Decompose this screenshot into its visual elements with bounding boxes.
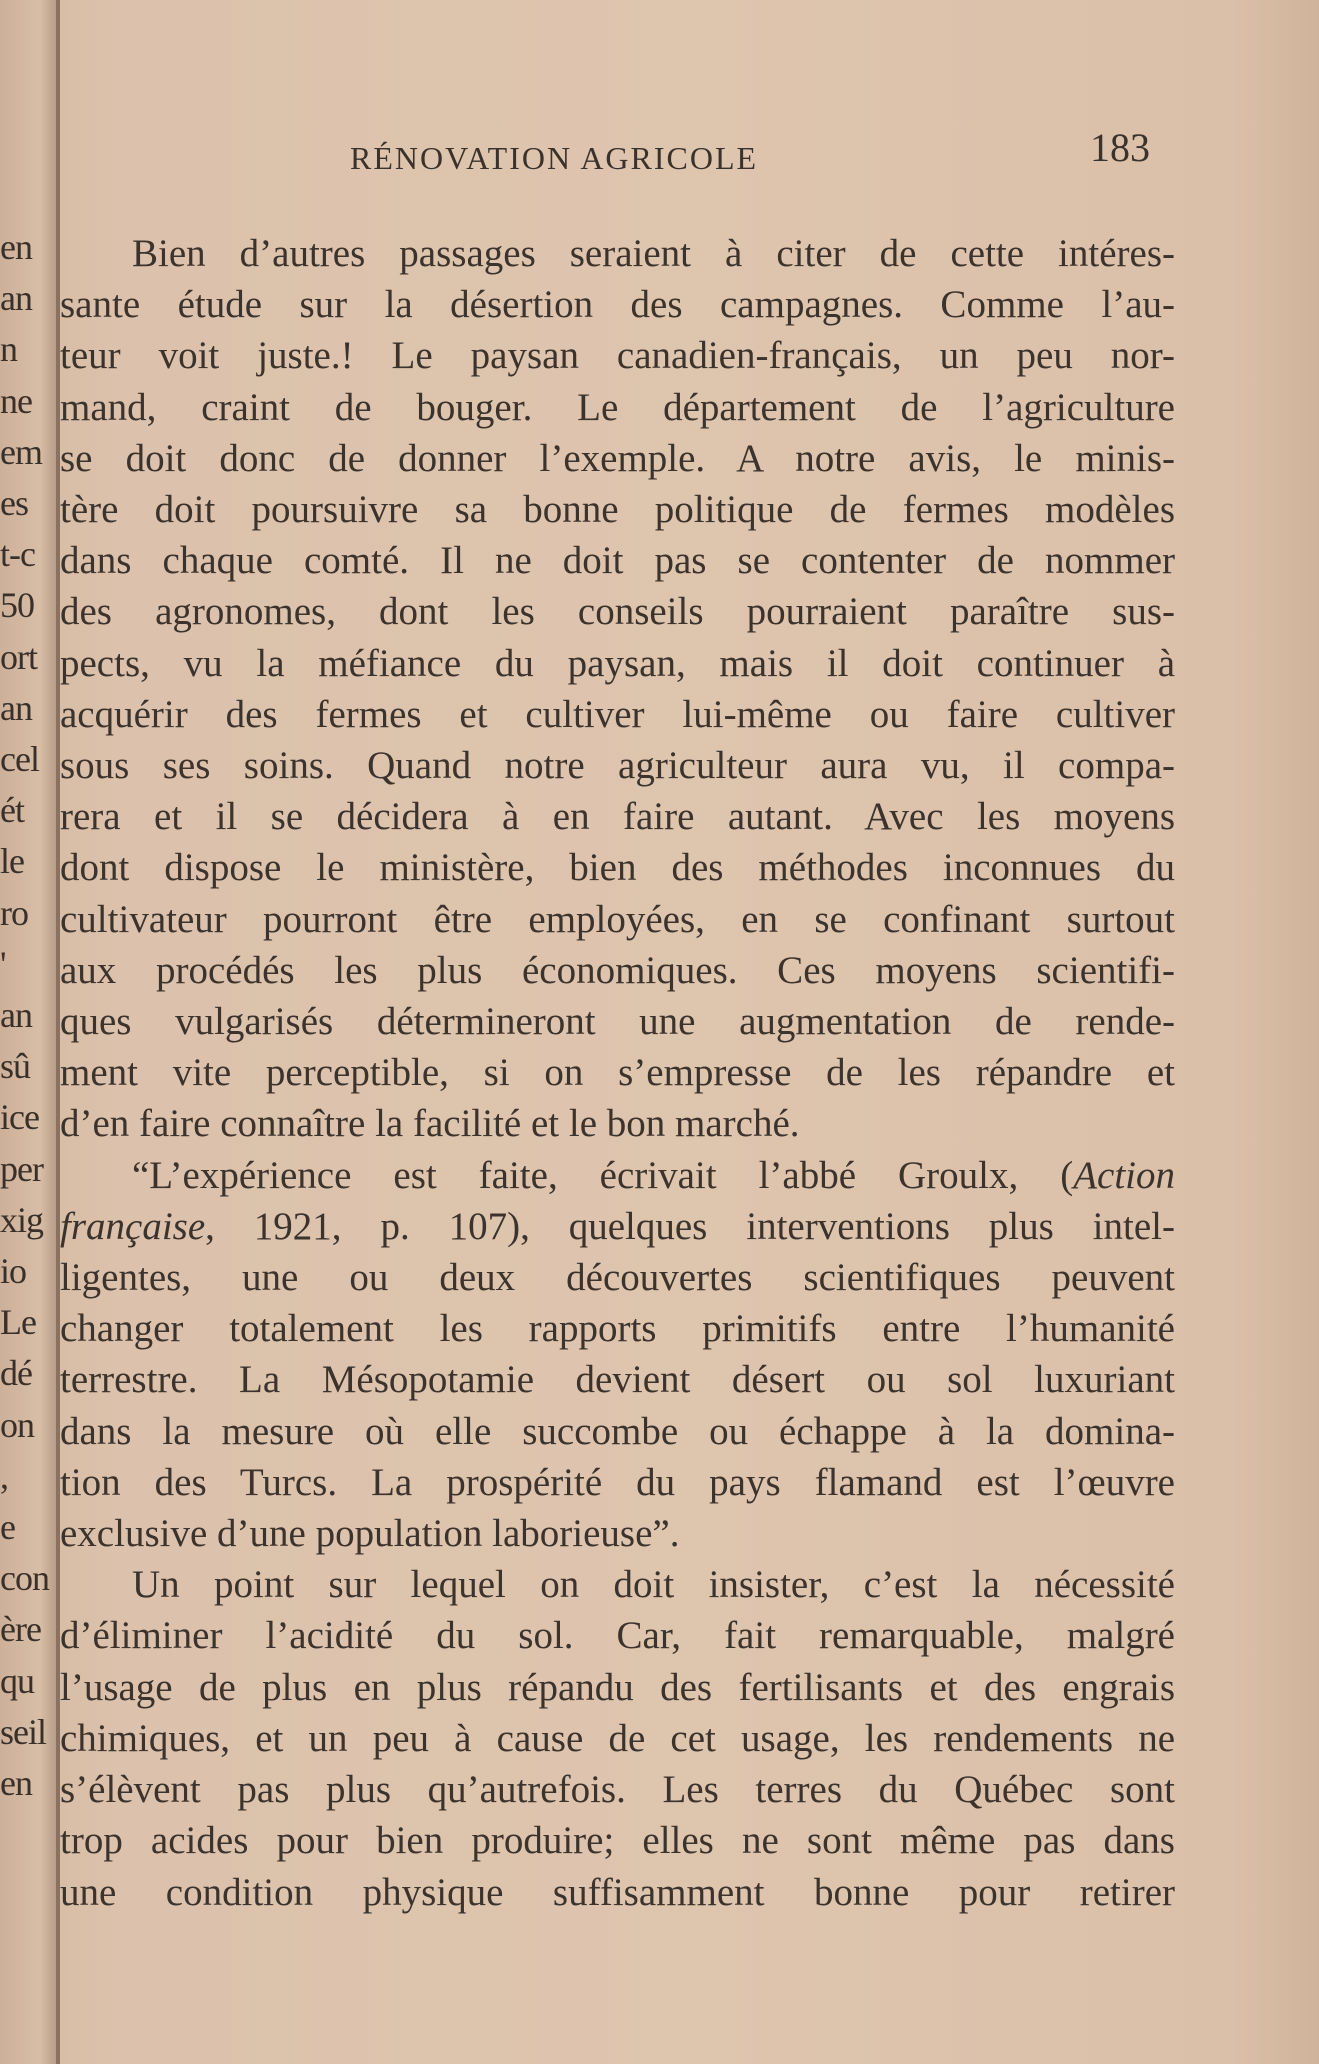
text-line: teur voit juste.! Le paysan canadien-français, un peu nor-: [60, 334, 1175, 378]
text-line: tion des Turcs. La prospérité du pays flamand est l’œuvre: [60, 1460, 1175, 1504]
margin-fragment: ,: [0, 1455, 8, 1496]
book-page: [60, 0, 1319, 2064]
text-line: s’élèvent pas plus qu’autrefois. Les terres du Québec sont: [60, 1768, 1175, 1812]
paragraph-2-quotation: [60, 1150, 1175, 1560]
text-line: tère doit poursuivre sa bonne politique de fermes modèles: [60, 488, 1175, 532]
margin-fragment: le: [0, 841, 24, 882]
text-line: [60, 1150, 1175, 1201]
text-line: cultivateur pourront être employées, en se confinant surtout: [60, 897, 1175, 941]
margin-fragment: seil: [0, 1711, 46, 1752]
previous-page-edge: [0, 0, 60, 2064]
text-line: exclusive d’une population laborieuse”.: [60, 1512, 680, 1556]
journal-title: française: [60, 1204, 206, 1248]
margin-fragment: ort: [0, 636, 37, 677]
margin-fragment: ice: [0, 1097, 39, 1138]
margin-fragment: 50: [0, 585, 34, 626]
margin-fragment: Le: [0, 1302, 36, 1343]
margin-fragment: on: [0, 1404, 34, 1445]
margin-fragment: an: [0, 995, 32, 1035]
text-line: l’usage de plus en plus répandu des fertilisants et des engrais: [60, 1665, 1175, 1709]
text-line: Bien d’autres passages seraient à citer de cette intéres-: [132, 232, 1175, 275]
text-line: dont dispose le ministère, bien des méthodes inconnues du: [60, 846, 1175, 890]
quote-text: “L’expérience est faite, écrivait l’abbé Groulx, (: [132, 1153, 1074, 1197]
text-line: acquérir des fermes et cultiver lui-même ou faire cultiver: [60, 692, 1175, 736]
margin-fragment: cel: [0, 739, 39, 779]
margin-fragment: em: [0, 431, 42, 472]
text-line: terrestre. La Mésopotamie devient désert ou sol luxuriant: [60, 1358, 1175, 1402]
quote-text: , 1921, p. 107), quelques interventions plus intel-: [205, 1204, 1175, 1248]
margin-fragment: t-c: [0, 534, 35, 575]
text-line: sante étude sur la désertion des campagnes. Comme l’au-: [60, 283, 1175, 327]
margin-fragment: qu: [0, 1660, 34, 1701]
text-line: des agronomes, dont les conseils pourraient paraître sus-: [60, 590, 1175, 634]
margin-fragment: n: [0, 329, 17, 370]
margin-fragment: ét: [0, 790, 24, 831]
margin-fragment: per: [0, 1148, 43, 1189]
text-line: trop acides pour bien produire; elles ne sont même pas dans: [60, 1819, 1175, 1863]
margin-fragment: an: [0, 278, 32, 319]
text-line: pects, vu la méfiance du paysan, mais il doit continuer à: [60, 641, 1175, 685]
page-number: 183: [1090, 125, 1150, 170]
margin-fragment: io: [0, 1251, 27, 1291]
paragraph-1: [60, 228, 1175, 1150]
margin-fragment: sû: [0, 1046, 31, 1087]
text-line: Un point sur lequel on doit insister, c’est la nécessité: [132, 1563, 1175, 1607]
text-line: aux procédés les plus économiques. Ces moyens scientifi-: [60, 948, 1175, 992]
margin-fragment: es: [0, 483, 28, 523]
text-line: sous ses soins. Quand notre agriculteur aura vu, il compa-: [60, 744, 1175, 788]
body-text: [60, 228, 1175, 1918]
text-line: une condition physique suffisamment bonne pour retirer: [60, 1870, 1175, 1914]
journal-title: Action: [1073, 1153, 1175, 1197]
text-line: d’éliminer l’acidité du sol. Car, fait remarquable, malgré: [60, 1614, 1175, 1658]
text-line: rera et il se décidera à en faire autant. Avec les moyens: [60, 795, 1175, 839]
text-line: chimiques, et un peu à cause de cet usage, les rendements ne: [60, 1716, 1175, 1760]
margin-fragment: con: [0, 1558, 49, 1599]
text-line: mand, craint de bouger. Le département de l’agriculture: [60, 385, 1175, 429]
text-line: ment vite perceptible, si on s’empresse de les répandre et: [60, 1051, 1175, 1095]
margin-fragment: ro: [0, 892, 28, 933]
margin-fragment: en: [0, 227, 32, 267]
text-line: se doit donc de donner l’exemple. A notre avis, le minis-: [60, 436, 1175, 480]
margin-fragment: en: [0, 1763, 32, 1803]
margin-fragment: ne: [0, 380, 32, 421]
running-head: RÉNOVATION AGRICOLE: [350, 140, 759, 176]
text-line: [60, 1201, 1175, 1252]
margin-fragment: ère: [0, 1609, 41, 1650]
margin-fragment: ': [0, 943, 6, 984]
margin-fragment: an: [0, 687, 32, 728]
text-line: dans la mesure où elle succombe ou échappe à la domina-: [60, 1409, 1175, 1453]
text-line: changer totalement les rapports primitifs entre l’humanité: [60, 1307, 1175, 1351]
paragraph-3: [60, 1559, 1175, 1917]
margin-fragment: dé: [0, 1353, 32, 1394]
margin-fragment: xig: [0, 1199, 44, 1240]
margin-fragment: e: [0, 1507, 15, 1547]
text-line: dans chaque comté. Il ne doit pas se contenter de nommer: [60, 539, 1175, 583]
text-line: ques vulgarisés détermineront une augmentation de rende-: [60, 1000, 1175, 1044]
text-line: ligentes, une ou deux découvertes scientifiques peuvent: [60, 1256, 1175, 1300]
text-line: d’en faire connaître la facilité et le bon marché.: [60, 1102, 800, 1146]
